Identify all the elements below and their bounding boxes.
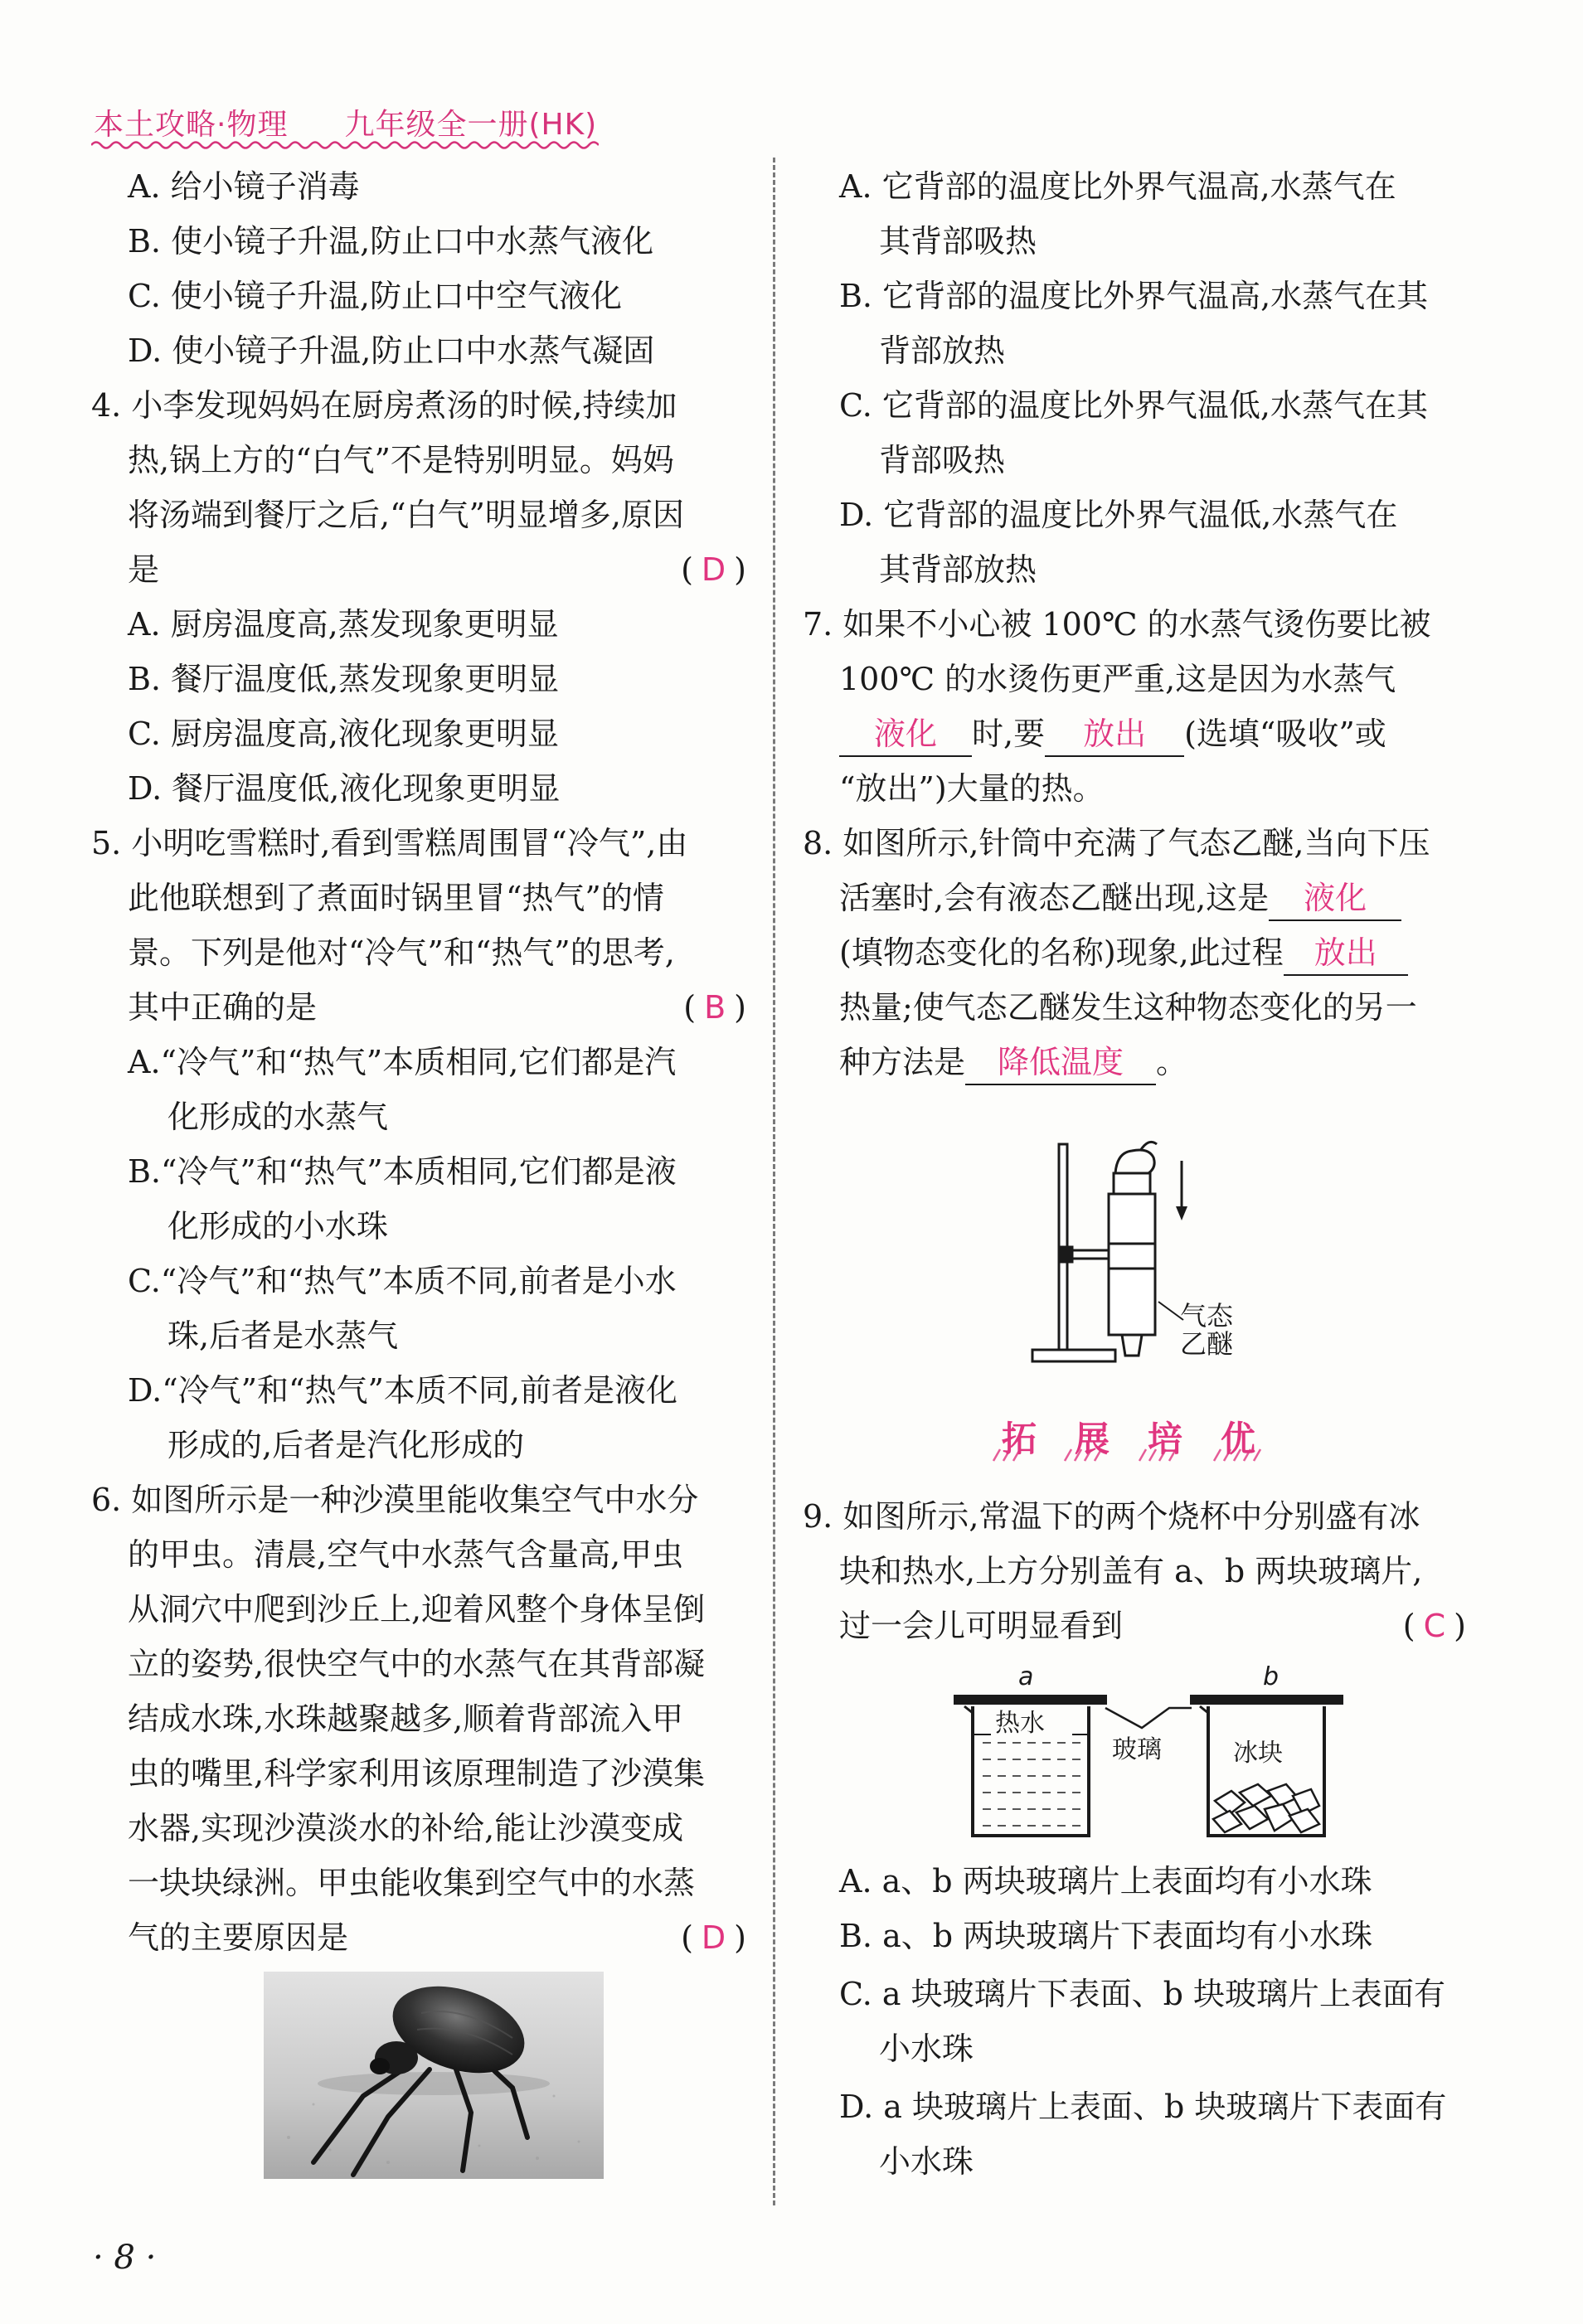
q8-blank-1: 液化	[1269, 876, 1401, 921]
q7-blank-1: 液化	[839, 712, 972, 757]
q6-stem-line-5: 结成水珠,水珠越聚越多,顺着背部流入甲	[128, 1701, 684, 1737]
q9-stem-line-2: 块和热水,上方分别盖有 a、b 两块玻璃片,	[839, 1553, 1423, 1589]
q8-line-5-end: 。	[1156, 1044, 1188, 1080]
q4-answer: D	[701, 551, 726, 588]
q5-option-d-line-2: 形成的,后者是汽化形成的	[168, 1427, 525, 1463]
q6-answer: D	[701, 1919, 726, 1956]
q4-stem-line-2: 热,锅上方的“白气”不是特别明显。妈妈	[128, 442, 674, 478]
q6-stem-line-8: 一块块绿洲。甲虫能收集到空气中的水蒸	[128, 1865, 696, 1901]
header-wave-decoration	[91, 139, 599, 151]
q6-stem-line-9: 气的主要原因是	[128, 1919, 349, 1956]
syringe-figure	[1024, 1128, 1289, 1376]
q7-stem-line-1: 7. 如果不小心被 100℃ 的水蒸气烫伤要比被	[803, 606, 1431, 643]
q3-option-b: B. 使小镜子升温,防止口中水蒸气液化	[128, 223, 654, 260]
q4-answer-bracket: ( D )	[681, 551, 746, 588]
q5-option-c-line-2: 珠,后者是水蒸气	[168, 1317, 399, 1354]
q4-option-d: D. 餐厅温度低,液化现象更明显	[128, 770, 561, 807]
q9-stem-line-3: 过一会儿可明显看到	[839, 1608, 1124, 1644]
q7-blank-2: 放出	[1045, 712, 1184, 757]
q6-stem-line-3: 从洞穴中爬到沙丘上,迎着风整个身体呈倒	[128, 1591, 706, 1628]
q9-stem-line-1: 9. 如图所示,常温下的两个烧杯中分别盛有冰	[803, 1498, 1420, 1535]
q4-stem-line-1: 4. 小李发现妈妈在厨房煮汤的时候,持续加	[91, 387, 677, 424]
q8-blank-3: 降低温度	[965, 1041, 1156, 1085]
q3-option-a: A. 给小镜子消毒	[128, 168, 360, 205]
q6-option-d-line-2: 其背部放热	[879, 551, 1037, 588]
q6-answer-bracket: ( D )	[681, 1919, 746, 1956]
q9-answer: C	[1423, 1608, 1446, 1644]
q8-line-3-text: (填物态变化的名称)现象,此过程	[839, 934, 1284, 971]
q5-option-d-line-1: D.“冷气”和“热气”本质不同,前者是液化	[128, 1372, 677, 1409]
q5-option-c-line-1: C.“冷气”和“热气”本质不同,前者是小水	[128, 1263, 677, 1299]
section-title-char-3: 培	[1148, 1419, 1183, 1459]
q7-stem-line-3	[839, 706, 1386, 761]
glass-label-a: a	[1018, 1662, 1034, 1691]
q7-mid-text: 时,要	[972, 716, 1046, 752]
q5-answer: B	[704, 989, 726, 1026]
q6-option-c-line-1: C. 它背部的温度比外界气温低,水蒸气在其	[839, 387, 1428, 424]
q4-option-a: A. 厨房温度高,蒸发现象更明显	[128, 606, 559, 643]
book-title: 本土攻略·物理	[94, 108, 289, 142]
q6-option-c-line-2: 背部吸热	[879, 442, 1006, 478]
section-title-char-1: 拓	[1002, 1419, 1037, 1459]
q4-stem-line-4: 是	[128, 551, 160, 588]
q5-stem-line-1: 5. 小明吃雪糕时,看到雪糕周围冒“冷气”,由	[91, 825, 688, 861]
q8-line-5-text: 种方法是	[839, 1044, 966, 1080]
q7-tail-text: (选填“吸收”或	[1184, 716, 1386, 752]
q6-stem-line-4: 立的姿势,很快空气中的水蒸气在其背部凝	[128, 1646, 706, 1682]
q6-stem-line-1: 6. 如图所示是一种沙漠里能收集空气中水分	[91, 1482, 699, 1518]
q7-stem-line-4: “放出”)大量的热。	[839, 770, 1105, 807]
q5-stem-line-4: 其中正确的是	[128, 989, 318, 1026]
section-title-banner	[985, 1409, 1284, 1468]
q6-stem-line-7: 水器,实现沙漠淡水的补给,能让沙漠变成	[128, 1810, 684, 1846]
q9-option-d-line-1: D. a 块玻璃片上表面、b 块玻璃片下表面有	[839, 2089, 1447, 2125]
q4-option-b: B. 餐厅温度低,蒸发现象更明显	[128, 661, 560, 697]
q6-option-d-line-1: D. 它背部的温度比外界气温低,水蒸气在	[839, 497, 1398, 533]
q9-answer-bracket: ( C )	[1402, 1608, 1466, 1644]
q9-option-b: B. a、b 两块玻璃片下表面均有小水珠	[839, 1918, 1373, 1954]
grade-label: 九年级全一册(HK)	[344, 108, 598, 142]
syringe-label-2: 乙醚	[1180, 1328, 1234, 1360]
q6-stem-line-2: 的甲虫。清晨,空气中水蒸气含量高,甲虫	[128, 1536, 684, 1573]
q5-option-b-line-1: B.“冷气”和“热气”本质相同,它们都是液	[128, 1153, 677, 1190]
q8-stem-line-1: 8. 如图所示,针筒中充满了气态乙醚,当向下压	[803, 825, 1430, 861]
q9-option-c-line-2: 小水珠	[879, 2030, 974, 2067]
q8-stem-line-5	[839, 1035, 1187, 1089]
q5-option-b-line-2: 化形成的小水珠	[168, 1208, 389, 1244]
q6-option-b-line-1: B. 它背部的温度比外界气温高,水蒸气在其	[839, 278, 1429, 314]
running-header	[94, 101, 597, 143]
section-title-char-4: 优	[1221, 1419, 1256, 1459]
ice-label: 冰块	[1233, 1739, 1283, 1768]
q9-option-c-line-1: C. a 块玻璃片下表面、b 块玻璃片上表面有	[839, 1976, 1446, 2012]
q5-stem-line-2: 此他联想到了煮面时锅里冒“热气”的情	[128, 880, 664, 916]
q5-option-a-line-1: A.“冷气”和“热气”本质相同,它们都是汽	[128, 1044, 677, 1080]
section-title-char-2: 展	[1075, 1419, 1110, 1459]
q5-answer-bracket: ( B )	[683, 989, 746, 1026]
q6-stem-line-6: 虫的嘴里,科学家利用该原理制造了沙漠集	[128, 1755, 706, 1792]
q6-option-a-line-1: A. 它背部的温度比外界气温高,水蒸气在	[839, 168, 1396, 205]
q5-option-a-line-2: 化形成的水蒸气	[168, 1099, 389, 1135]
q5-stem-line-3: 景。下列是他对“冷气”和“热气”的思考,	[128, 934, 675, 971]
q8-stem-line-4: 热量;使气态乙醚发生这种物态变化的另一	[839, 989, 1417, 1026]
hot-water-label: 热水	[995, 1709, 1045, 1738]
q8-line-2-text: 活塞时,会有液态乙醚出现,这是	[839, 880, 1270, 916]
syringe-label-1: 气态	[1180, 1300, 1234, 1332]
q6-option-a-line-2: 其背部吸热	[879, 223, 1037, 260]
q8-stem-line-3	[839, 925, 1408, 980]
q8-blank-2: 放出	[1284, 931, 1408, 976]
beetle-photo	[264, 1972, 604, 2179]
beakers-figure	[949, 1660, 1347, 1846]
q7-stem-line-2: 100℃ 的水烫伤更严重,这是因为水蒸气	[839, 661, 1396, 697]
q4-stem-line-3: 将汤端到餐厅之后,“白气”明显增多,原因	[128, 497, 685, 533]
q9-option-a: A. a、b 两块玻璃片上表面均有小水珠	[839, 1863, 1372, 1899]
q8-stem-line-2	[839, 871, 1401, 925]
q9-option-d-line-2: 小水珠	[879, 2143, 974, 2180]
q3-option-d: D. 使小镜子升温,防止口中水蒸气凝固	[128, 332, 655, 369]
q3-option-c: C. 使小镜子升温,防止口中空气液化	[128, 278, 622, 314]
q6-option-b-line-2: 背部放热	[879, 332, 1006, 369]
glass-label-b: b	[1263, 1662, 1280, 1691]
glass-label: 玻璃	[1112, 1735, 1162, 1764]
page-number: · 8 ·	[93, 2239, 157, 2277]
q4-option-c: C. 厨房温度高,液化现象更明显	[128, 716, 559, 752]
column-divider	[773, 158, 775, 2205]
